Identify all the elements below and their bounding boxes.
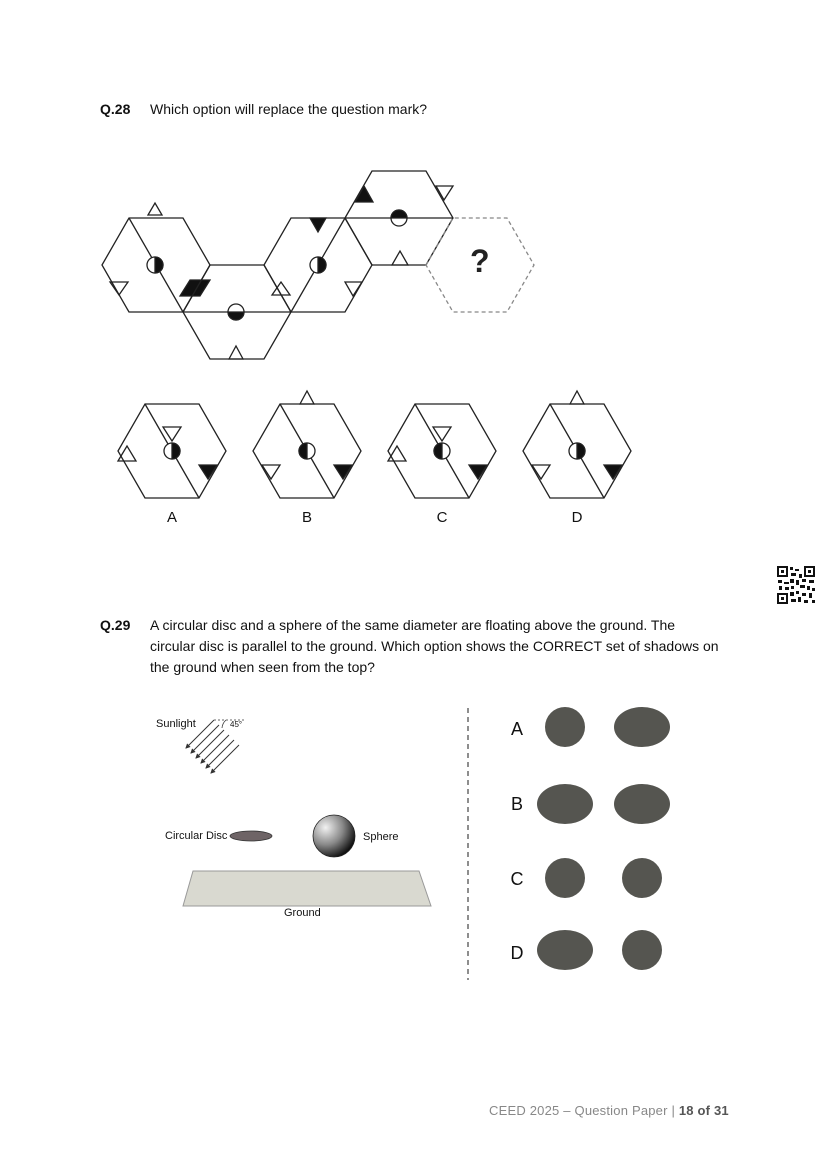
page-footer: [489, 1103, 729, 1118]
footer-page-number: 18 of 31: [678, 1103, 729, 1118]
question-mark: ?: [470, 243, 490, 279]
sunlight-label: Sunlight: [156, 718, 196, 730]
sphere-label: Sphere: [363, 831, 399, 843]
q28-number: Q.28: [100, 101, 131, 117]
sequence-hex-3: [264, 218, 372, 312]
q28-question-text: Which option will replace the question mark?: [150, 101, 428, 117]
option-d-disc-shadow: [537, 930, 593, 970]
sequence-hex-2: [183, 265, 291, 359]
circular-disc-label: Circular Disc: [165, 830, 228, 842]
q29-question-text: [150, 615, 719, 678]
q29-text-line-3: the ground when seen from the top?: [150, 659, 375, 675]
sphere: [313, 815, 355, 857]
option-c-disc-shadow: [545, 858, 585, 898]
q29-option-label-c[interactable]: C: [510, 869, 524, 889]
circular-disc: [230, 831, 272, 841]
angle-label: 45°: [230, 720, 243, 729]
qr-code-icon: [776, 565, 816, 605]
option-a-sphere-shadow: [614, 707, 670, 747]
q28-option-label-c[interactable]: C: [436, 509, 448, 526]
q28-option-label-b[interactable]: B: [301, 509, 312, 526]
q29-number: Q.29: [100, 617, 131, 633]
q29-text-line-2: circular disc is parallel to the ground. Which option shows the CORRECT set of shadows on: [150, 638, 719, 654]
option-b-hex: [253, 391, 361, 498]
q29-option-label-b[interactable]: B: [510, 794, 523, 814]
option-c-hex: [388, 404, 496, 498]
q29-text-line-1: A circular disc and a sphere of the same diameter are floating above the ground. The: [150, 617, 676, 633]
q29-option-label-d[interactable]: D: [510, 943, 524, 963]
footer-title: CEED 2025 – Question Paper |: [489, 1103, 676, 1118]
q29-option-label-a[interactable]: A: [510, 719, 523, 739]
q28-option-hexagons: [0, 380, 827, 510]
option-b-disc-shadow: [537, 784, 593, 824]
sequence-hex-4: [345, 171, 453, 265]
option-d-sphere-shadow: [622, 930, 662, 970]
option-c-sphere-shadow: [622, 858, 662, 898]
option-a-hex: [118, 404, 226, 498]
ground-plane: [183, 871, 431, 906]
q28-option-label-a[interactable]: A: [166, 509, 177, 526]
option-a-disc-shadow: [545, 707, 585, 747]
q28-option-label-d[interactable]: D: [571, 509, 583, 526]
option-d-hex: [523, 391, 631, 498]
option-b-sphere-shadow: [614, 784, 670, 824]
ground-label: Ground: [284, 907, 321, 919]
sequence-hex-1: [102, 203, 210, 312]
shadow-options: [537, 707, 670, 970]
q29-diagram: [0, 690, 827, 990]
